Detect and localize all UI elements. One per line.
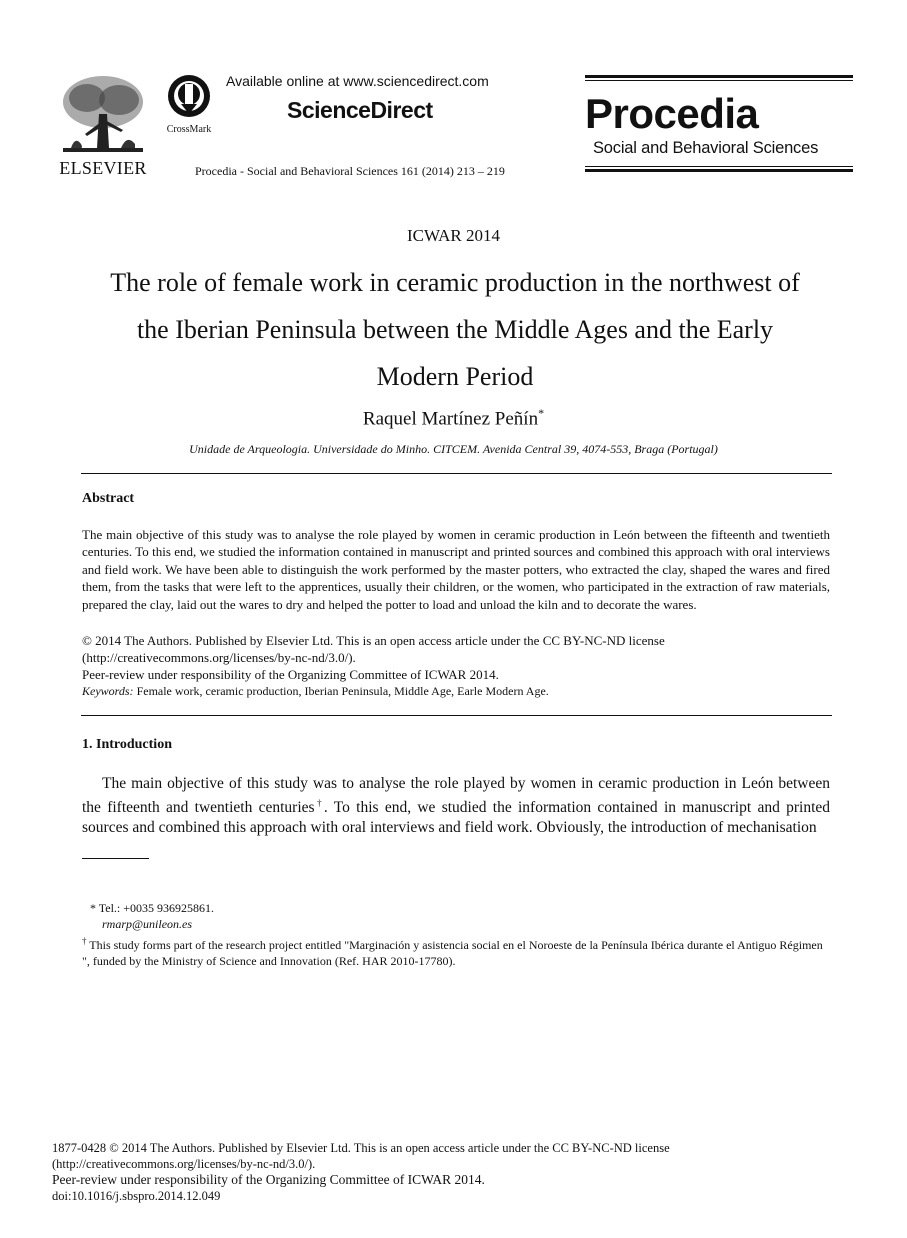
crossmark-logo[interactable] (160, 74, 218, 135)
abstract-body: The main objective of this study was to analyse the role played by women in ceramic production in León between the fifteenth and twentieth centuries. To this end, we studied the information contained in manuscript and printed sources and combined this approach with oral interviews and field work. We have been able to distinguish the work performed by the master potters, who extracted the clay, shaped the wares and fired them, from the tasks that were left to the apprentices, usually their children, or the women, who participated in the extraction of raw materials, prepared the clay, laid out the wares to dry and helped the potter to load and unload the kiln and to decorate the wares. (82, 527, 830, 612)
footnote-email[interactable]: rmarp@unileon.es (102, 917, 193, 931)
title-line: Modern Period (376, 362, 534, 391)
intro-text-part: . To this end, we studied the information contained in manuscript and printed sources and combined this approach with oral interviews and field work. Obviously, the introduction of mechanisation (82, 798, 831, 836)
crossmark-icon (167, 74, 211, 118)
abstract-heading: Abstract (82, 491, 135, 506)
footnote-project-text: This study forms part of the research project entitled "Marginación y asistencia social en el Noroeste de la Península Ibérica durante el Antiguo Régimen ", funded by the Ministry of Science and Innovation (Ref. HAR 2010-17780). (82, 938, 823, 968)
article-title (60, 259, 850, 400)
masthead-top-rule (585, 75, 853, 78)
footer-peer-review: Peer-review under responsibility of the Organizing Committee of ICWAR 2014. (52, 1172, 485, 1187)
intro-text-part: The main objective of this study was to analyse the role played by women in ceramic production in León between the fifteenth and twentieth centuries (82, 775, 830, 816)
publisher-name: ELSEVIER (59, 158, 147, 178)
footer-doi[interactable]: doi:10.1016/j.sbspro.2014.12.049 (52, 1189, 221, 1203)
crossmark-label: CrossMark (166, 124, 212, 135)
procedia-subtitle: Social and Behavioral Sciences (593, 139, 819, 157)
keywords-line (82, 683, 549, 700)
conference-name: ICWAR 2014 (406, 226, 501, 245)
journal-citation: Procedia - Social and Behavioral Sciences 161 (2014) 213 – 219 (195, 164, 505, 178)
footnote-project (82, 933, 830, 969)
author-name: Raquel Martínez Peñín (362, 408, 539, 430)
footer-copyright: 1877-0428 © 2014 The Authors. Published by Elsevier Ltd. This is an open access article under the CC BY-NC-ND license (52, 1141, 670, 1155)
procedia-title: Procedia (585, 90, 759, 137)
footnote-project-marker: † (82, 936, 87, 946)
peer-review-statement: Peer-review under responsibility of the Organizing Committee of ICWAR 2014. (82, 667, 499, 682)
masthead-top-rule-thin (585, 80, 853, 81)
procedia-masthead (585, 75, 853, 172)
section-heading-introduction: 1. Introduction (82, 737, 172, 752)
footnote-rule (82, 858, 149, 859)
sciencedirect-logo: ScienceDirect (287, 97, 433, 123)
footer-license-link[interactable]: (http://creativecommons.org/licenses/by-nc-nd/3.0/). (52, 1157, 316, 1171)
masthead-bottom-rule (585, 169, 853, 172)
license-link[interactable]: (http://creativecommons.org/licenses/by-nc-nd/3.0/). (82, 650, 356, 665)
footnote-marker[interactable]: † (314, 797, 324, 808)
elsevier-tree-icon (57, 74, 149, 158)
author-footnote-marker[interactable]: * (538, 406, 545, 420)
page-footer (52, 1140, 670, 1204)
divider-top (81, 473, 832, 474)
keywords-list: Female work, ceramic production, Iberian Peninsula, Middle Age, Earle Modern Age. (133, 684, 549, 698)
footnote-telephone: * Tel.: +0035 936925861. (90, 901, 215, 915)
title-line: the Iberian Peninsula between the Middle Ages and the Early (136, 315, 774, 344)
title-line: The role of female work in ceramic production in the northwest of (110, 268, 800, 297)
introduction-paragraph (82, 774, 830, 838)
divider-bottom (81, 715, 832, 716)
elsevier-logo (55, 74, 151, 179)
keywords-label: Keywords: (82, 684, 134, 698)
author-affiliation: Unidade de Arqueologia. Universidade do Minho. CITCEM. Avenida Central 39, 4074-553, Braga (Portugal) (189, 442, 718, 456)
copyright-statement: © 2014 The Authors. Published by Elsevier Ltd. This is an open access article under the CC BY-NC-ND license (82, 633, 665, 648)
available-online-text: Available online at www.sciencedirect.com (226, 73, 489, 89)
masthead-bottom-rule-thin (585, 166, 853, 167)
author-line (0, 406, 907, 430)
